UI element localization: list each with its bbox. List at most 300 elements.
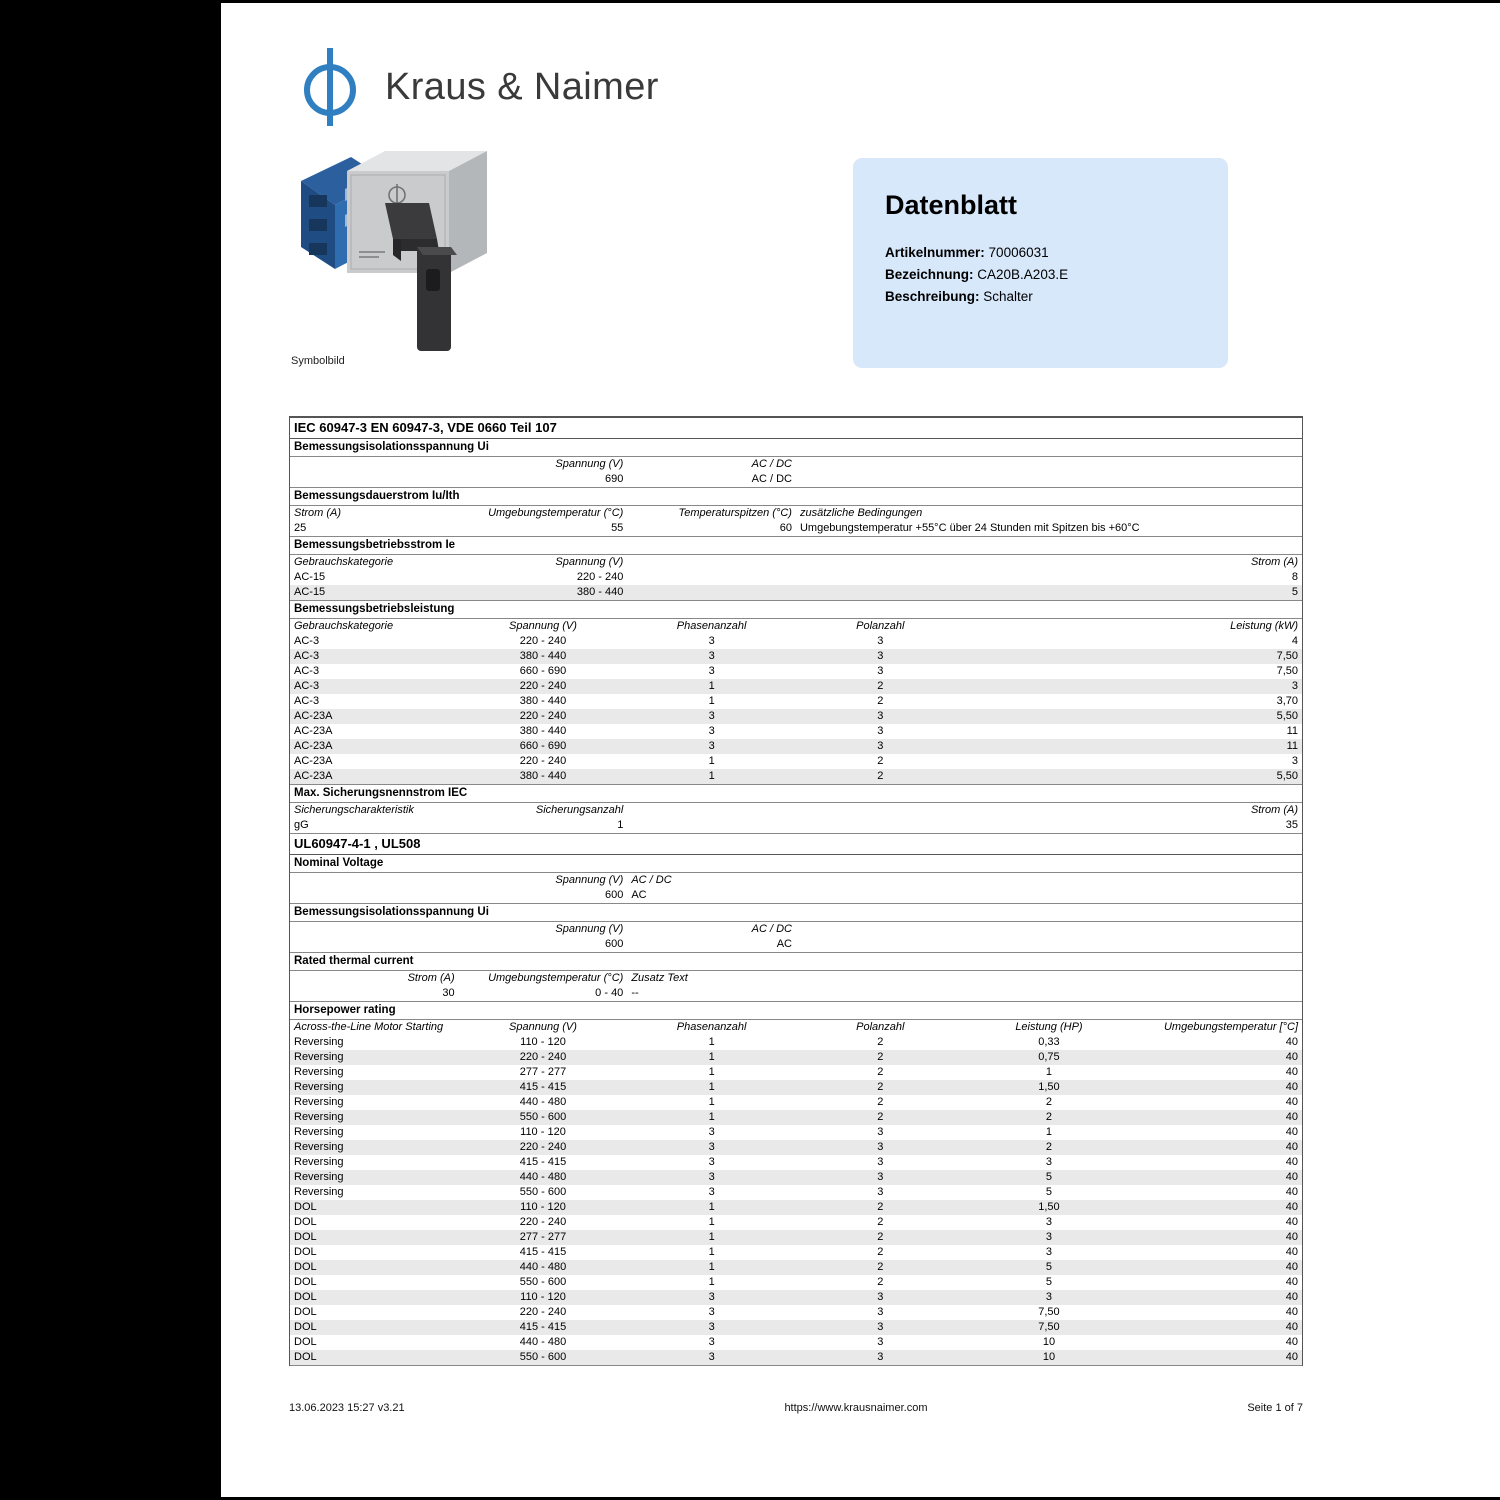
table-row [290,1035,1302,1050]
table-cell: 380 - 440 [519,695,567,707]
subsection-heading [290,537,1302,555]
table-cell: Reversing [294,1186,344,1198]
column-header: Spannung (V) [555,556,624,568]
table-cell: 1 [708,1096,715,1108]
table-cell: 40 [1285,1186,1298,1198]
table-row [290,986,1302,1001]
column-header: Umgebungstemperatur (°C) [488,507,624,519]
table-cell: 5 [1045,1171,1053,1183]
table-rule [290,1365,1302,1366]
table-cell: AC-23A [294,770,333,782]
table-cell: 7,50 [1038,1321,1060,1333]
description-line [885,287,1228,307]
table-cell: 40 [1285,1276,1298,1288]
table-cell: DOL [294,1276,317,1288]
table-row [290,634,1302,649]
table-cell: 3 [877,740,884,752]
table-cell: 2 [1045,1141,1053,1153]
table-row [290,1230,1302,1245]
table-cell: 415 - 415 [519,1321,567,1333]
table-cell: 2 [877,1201,884,1213]
table-cell: 1 [708,1201,715,1213]
table-cell: AC-3 [294,635,320,647]
table-cell: 55 [611,522,624,534]
table-cell: 2 [877,1081,884,1093]
table-cell: 660 - 690 [519,740,567,752]
table-cell: 3 [877,710,884,722]
specification-sheet [289,416,1303,1366]
table-cell: 3 [708,1291,715,1303]
table-cell: 40 [1285,1051,1298,1063]
table-cell: 3 [877,1291,884,1303]
subsection-heading-label: Nominal Voltage [290,855,1302,873]
column-header: Umgebungstemperatur [°C] [1163,1021,1298,1033]
table-cell: 110 - 120 [520,1291,566,1303]
column-header [290,457,459,473]
table-cell: 3 [877,1156,884,1168]
table-row [290,1155,1302,1170]
column-header [796,457,1302,473]
table-cell: 550 - 600 [519,1186,567,1198]
table-row [290,1065,1302,1080]
table-row [290,649,1302,664]
footer-url[interactable]: https://www.krausnaimer.com [784,1402,928,1414]
table-header-row [290,619,1302,635]
section-heading-label: UL60947-4-1 , UL508 [290,834,1302,855]
table-row [290,1140,1302,1155]
table-row [290,1260,1302,1275]
table-cell: 3 [1045,1231,1053,1243]
table-cell: 440 - 480 [519,1336,567,1348]
table-cell: 3 [877,1321,884,1333]
subsection-heading [290,904,1302,922]
table-row [290,1110,1302,1125]
designation-label: Bezeichnung: [885,267,974,282]
table-cell: 5 [1045,1261,1053,1273]
table-cell: 220 - 240 [519,755,567,767]
phi-logo-icon [301,48,363,126]
table-cell: 40 [1285,1156,1298,1168]
subsection-heading [290,785,1302,803]
subsection-heading-label: Bemessungsisolationsspannung Ui [290,904,1302,922]
table-cell: 1 [708,1276,715,1288]
subsection-heading [290,439,1302,457]
table-cell: 1 [708,770,715,782]
page-title: Datenblatt [885,190,1018,220]
table-cell: 110 - 120 [520,1126,566,1138]
table-cell: 2 [877,1036,884,1048]
table-row [290,724,1302,739]
table-row [290,679,1302,694]
table-cell: Reversing [294,1066,344,1078]
table-cell: 1 [708,1231,715,1243]
description-value: Schalter [983,289,1033,304]
table-header-row [290,922,1302,938]
table-cell: 7,50 [1038,1306,1060,1318]
table-cell: 1,50 [1038,1201,1060,1213]
column-header: Phasenanzahl [676,1021,747,1033]
table-row [290,664,1302,679]
table-cell: 1 [708,1216,715,1228]
table-cell: 0 - 40 [595,987,624,999]
table-cell: 11 [1286,725,1298,737]
table-row [290,888,1302,903]
column-header: Spannung (V) [555,923,624,935]
cam-switch-product-image [289,143,489,373]
table-cell: 2 [877,1111,884,1123]
table-header-row [290,803,1302,819]
subsection-heading-label: Bemessungsisolationsspannung Ui [290,439,1302,457]
table-cell: 600 [604,938,624,950]
table-cell: 4 [1291,635,1298,647]
table-cell: 1 [708,1246,715,1258]
column-header [796,922,1302,938]
table-cell [290,472,459,487]
table-cell: 3 [1291,680,1298,692]
table-cell: 3 [1045,1246,1053,1258]
column-header: Spannung (V) [555,874,624,886]
table-row [290,818,1302,833]
table-cell: 40 [1285,1201,1298,1213]
product-image-caption: Symbolbild [291,355,345,367]
table-cell: 7,50 [1276,665,1298,677]
table-cell: 7,50 [1276,650,1298,662]
table-cell: 2 [1045,1111,1053,1123]
table-cell: 220 - 240 [519,680,567,692]
table-header-row [290,873,1302,889]
column-header [290,922,459,938]
table-cell: 40 [1285,1081,1298,1093]
table-row [290,1350,1302,1365]
table-cell: 5,50 [1276,770,1298,782]
table-row [290,1275,1302,1290]
table-cell: 3 [708,1171,715,1183]
table-cell: 3 [708,1186,715,1198]
table-row [290,754,1302,769]
column-header: AC / DC [751,923,792,935]
table-cell: 110 - 120 [520,1036,566,1048]
column-header [796,873,1302,889]
column-header: AC / DC [631,874,672,886]
table-cell: 30 [442,987,455,999]
table-cell: 2 [877,1261,884,1273]
brand-name: Kraus & Naimer [385,65,659,108]
table-cell: 8 [1291,571,1298,583]
table-cell: Umgebungstemperatur +55°C über 24 Stunden mit Spitzen bis +60°C [799,522,1140,534]
table-cell: 1 [708,1036,715,1048]
table-cell: AC-23A [294,755,333,767]
column-header: Spannung (V) [509,1021,577,1033]
subsection-heading-label: Max. Sicherungsnennstrom IEC [290,785,1302,803]
table-cell: 0,75 [1038,1051,1060,1063]
table-cell: 277 - 277 [519,1231,567,1243]
article-number-line [885,243,1228,263]
table-cell: 2 [877,770,884,782]
column-header: Leistung (kW) [1230,620,1298,632]
table-cell: 600 [604,889,624,901]
table-cell: 40 [1285,1096,1298,1108]
table-cell: DOL [294,1216,317,1228]
table-cell: 3 [708,1306,715,1318]
table-cell: 2 [1045,1096,1053,1108]
column-header: zusätzliche Bedingungen [799,507,923,519]
table-cell [796,888,1302,903]
table-row [290,1215,1302,1230]
table-cell: 40 [1285,1126,1298,1138]
table-row [290,1245,1302,1260]
table-cell: 40 [1285,1231,1298,1243]
table-cell: 415 - 415 [519,1246,567,1258]
table-row [290,1320,1302,1335]
table-cell: 440 - 480 [519,1096,567,1108]
table-cell: 3 [877,665,884,677]
designation-line [885,265,1228,285]
designation-value: CA20B.A203.E [977,267,1069,282]
table-cell: 660 - 690 [519,665,567,677]
table-cell: 2 [877,1216,884,1228]
table-cell [290,888,459,903]
table-cell: 3 [708,710,715,722]
table-cell: Reversing [294,1171,344,1183]
table-cell: AC-15 [294,586,326,598]
table-cell: 5 [1045,1186,1053,1198]
table-cell: Reversing [294,1081,344,1093]
table-cell: 3 [1045,1216,1053,1228]
table-cell: AC-3 [294,665,320,677]
table-cell: 3 [708,1351,715,1363]
table-row [290,1335,1302,1350]
table-row [290,709,1302,724]
table-cell: DOL [294,1201,317,1213]
table-row [290,769,1302,784]
table-cell: 440 - 480 [519,1261,567,1273]
document-page [218,0,1500,1500]
page-footer [289,1402,1303,1414]
table-cell: 40 [1285,1291,1298,1303]
table-cell: AC [776,938,792,950]
table-cell: 277 - 277 [519,1066,567,1078]
table-cell: 2 [877,1246,884,1258]
table-row [290,472,1302,487]
table-cell: DOL [294,1291,317,1303]
table-cell: 3 [708,1336,715,1348]
table-cell: AC-23A [294,740,333,752]
table-cell: AC-3 [294,695,320,707]
table-row [290,937,1302,952]
table-cell: AC / DC [751,473,792,485]
table-cell: 3 [877,635,884,647]
table-cell: 415 - 415 [519,1156,567,1168]
table-cell [290,937,459,952]
table-row [290,1200,1302,1215]
section-heading [290,418,1302,439]
table-cell: 5 [1291,586,1298,598]
table-cell: AC-23A [294,725,333,737]
table-cell: 1 [1045,1126,1053,1138]
column-header: Spannung (V) [555,458,624,470]
table-cell: DOL [294,1336,317,1348]
section-heading [290,834,1302,855]
table-cell: 3 [1045,1156,1053,1168]
table-cell: Reversing [294,1141,344,1153]
table-cell: Reversing [294,1156,344,1168]
table-cell: 3 [708,635,715,647]
table-cell: 60 [779,522,792,534]
column-header: AC / DC [751,458,792,470]
table-cell: 10 [1042,1351,1056,1363]
table-cell: 35 [1285,819,1298,831]
table-cell: 11 [1286,740,1298,752]
table-cell: 220 - 240 [519,1216,567,1228]
column-header: Sicherungsanzahl [535,804,624,816]
table-header-row [290,506,1302,522]
table-cell: 2 [877,1066,884,1078]
table-cell: AC [631,889,647,901]
subsection-heading [290,1002,1302,1020]
table-row [290,1305,1302,1320]
column-header: Leistung (HP) [1015,1021,1083,1033]
column-header: Strom (A) [294,507,342,519]
table-cell: Reversing [294,1096,344,1108]
table-cell: AC-23A [294,710,333,722]
table-cell: 40 [1285,1261,1298,1273]
table-cell: 1 [708,1066,715,1078]
table-cell: 1 [1045,1066,1053,1078]
table-cell: 3 [877,1306,884,1318]
column-header: Strom (A) [1250,804,1298,816]
table-cell: gG [294,819,309,831]
subsection-heading [290,601,1302,619]
table-cell: Reversing [294,1126,344,1138]
article-number-label: Artikelnummer: [885,245,985,260]
table-cell: 220 - 240 [519,635,567,647]
table-cell: -- [631,987,639,999]
table-cell: 3 [877,650,884,662]
column-header: Polanzahl [856,1021,905,1033]
table-cell: 3 [877,1141,884,1153]
footer-timestamp: 13.06.2023 15:27 v3.21 [289,1402,405,1414]
table-cell: 40 [1285,1336,1298,1348]
table-cell: 220 - 240 [519,1141,567,1153]
table-cell: 3 [708,665,715,677]
table-cell: 40 [1285,1321,1298,1333]
table-cell: 220 - 240 [519,1051,567,1063]
column-header: Umgebungstemperatur (°C) [488,972,624,984]
specification-table [290,417,1302,1366]
table-cell: 550 - 600 [519,1351,567,1363]
table-cell: 3 [708,650,715,662]
table-cell: 440 - 480 [519,1171,567,1183]
column-header: Phasenanzahl [676,620,747,632]
table-cell: 3 [877,1126,884,1138]
table-cell: 1 [617,819,624,831]
table-cell: 1,50 [1038,1081,1060,1093]
table-header-row [290,457,1302,473]
table-cell: 3 [708,740,715,752]
table-row [290,1080,1302,1095]
subsection-heading-label: Bemessungsdauerstrom Iu/Ith [290,488,1302,506]
column-header: Across-the-Line Motor Starting [294,1021,444,1033]
table-cell: 3 [877,1351,884,1363]
table-cell: DOL [294,1261,317,1273]
table-cell: 3 [708,725,715,737]
article-number-value: 70006031 [988,245,1049,260]
table-cell: 5 [1045,1276,1053,1288]
table-cell: 2 [877,1096,884,1108]
table-row [290,1185,1302,1200]
table-cell: DOL [294,1231,317,1243]
table-cell: 40 [1285,1171,1298,1183]
subsection-heading-label: Bemessungsbetriebsleistung [290,601,1302,619]
table-cell: 3 [1291,755,1298,767]
table-cell: 3 [877,1171,884,1183]
table-cell: AC-3 [294,680,320,692]
table-cell: 220 - 240 [519,1306,567,1318]
table-header-row [290,555,1302,571]
table-cell: 2 [877,680,884,692]
column-header: Strom (A) [1250,556,1298,568]
table-cell: 2 [877,695,884,707]
table-row [290,1290,1302,1305]
table-cell [796,472,1302,487]
table-cell: 1 [708,680,715,692]
section-heading-label: IEC 60947-3 EN 60947-3, VDE 0660 Teil 107 [290,418,1302,439]
column-header: Gebrauchskategorie [294,556,394,568]
column-header [290,873,459,889]
table-cell: 415 - 415 [519,1081,567,1093]
table-cell: Reversing [294,1036,344,1048]
table-cell: 40 [1285,1111,1298,1123]
footer-page-number: Seite 1 of 7 [1247,1402,1303,1414]
table-cell: 2 [877,1276,884,1288]
table-cell: 40 [1285,1141,1298,1153]
table-cell: 40 [1285,1066,1298,1078]
table-cell: DOL [294,1321,317,1333]
table-cell: 1 [708,1111,715,1123]
subsection-heading-label: Bemessungsbetriebsstrom Ie [290,537,1302,555]
table-cell: 3 [877,725,884,737]
table-cell: Reversing [294,1111,344,1123]
table-cell: 40 [1285,1216,1298,1228]
table-cell: 3 [708,1126,715,1138]
table-cell: AC-15 [294,571,326,583]
table-cell: 40 [1285,1246,1298,1258]
table-cell: Reversing [294,1051,344,1063]
table-cell: 3 [877,1186,884,1198]
table-cell: 1 [708,695,715,707]
table-row [290,1170,1302,1185]
table-cell: 1 [708,1051,715,1063]
table-cell: 40 [1285,1351,1298,1363]
table-cell: 220 - 240 [576,571,624,583]
table-row [290,739,1302,754]
table-cell: 550 - 600 [519,1111,567,1123]
table-header-row [290,971,1302,987]
table-cell: 380 - 440 [519,650,567,662]
table-cell: 2 [877,1231,884,1243]
table-cell [796,937,1302,952]
table-cell: 220 - 240 [519,710,567,722]
table-cell: 3 [708,1321,715,1333]
subsection-heading-label: Horsepower rating [290,1002,1302,1020]
column-header: Strom (A) [407,972,455,984]
column-header: Polanzahl [856,620,905,632]
column-header: Gebrauchskategorie [294,620,394,632]
table-cell: DOL [294,1246,317,1258]
table-cell: 3 [708,1141,715,1153]
table-row [290,521,1302,536]
table-cell: 1 [708,755,715,767]
